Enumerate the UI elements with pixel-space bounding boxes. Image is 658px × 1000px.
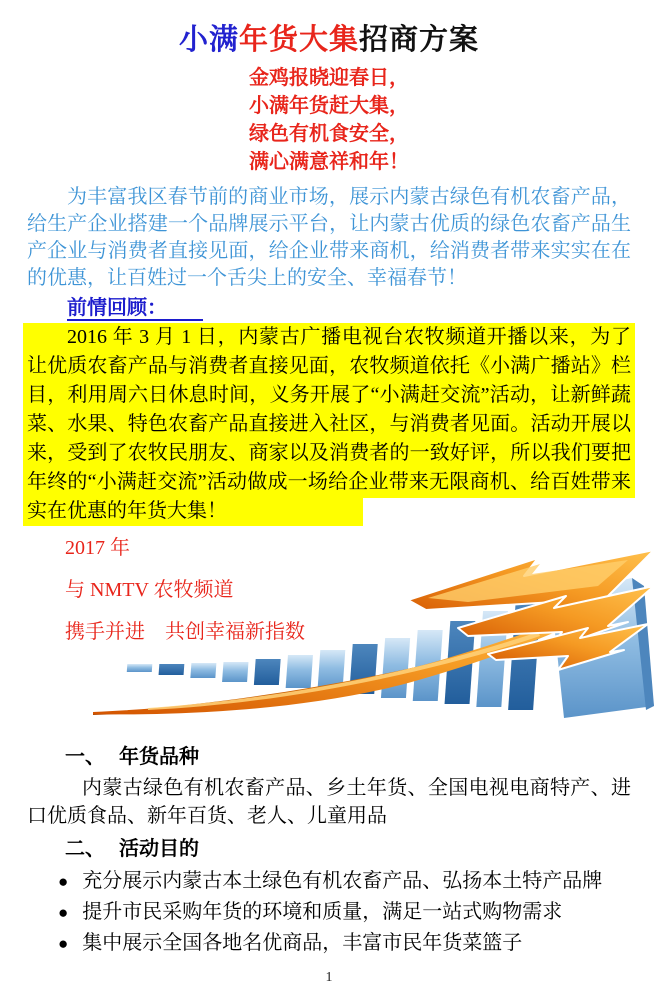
section-number: 二、 xyxy=(65,838,105,860)
slogan-and-chart-banner xyxy=(0,526,658,738)
section-title: 年货品种 xyxy=(119,746,199,768)
poem-block xyxy=(0,64,658,176)
section-1-body: 内蒙古绿色有机农畜产品、乡土年货、全国电视电商特产、进口优质食品、新年百货、老人、儿童用品 xyxy=(27,777,631,827)
poem-line: 满心满意祥和年！ xyxy=(249,151,409,173)
poem-line: 金鸡报晓迎春日， xyxy=(249,67,409,89)
title-part-blue: 小满 xyxy=(178,24,239,56)
recap-heading xyxy=(67,295,658,321)
poem-line: 小满年货赶大集， xyxy=(249,95,409,117)
recap-highlight-wrap xyxy=(23,323,635,526)
intro-paragraph: 为丰富我区春节前的商业市场，展示内蒙古绿色有机农畜产品，给生产企业搭建一个品牌展示平台，让内蒙古优质的绿色农畜产品生产企业与消费者直接见面，给企业带来商机，给消费者带来实实在在的优惠，让百姓过一个舌尖上的安全、幸福春节！ xyxy=(27,186,631,289)
page-title xyxy=(0,20,658,60)
section-heading-1 xyxy=(65,742,631,772)
bullet-text: 集中展示全国各地名优商品，丰富市民年货菜篮子 xyxy=(82,932,523,954)
bullet-icon: ● xyxy=(58,872,69,891)
growth-arrows-image xyxy=(88,540,658,732)
purpose-bullet-list xyxy=(58,866,631,959)
section-heading-2 xyxy=(65,834,631,864)
bullet-text: 提升市民采购年货的环境和质量，满足一站式购物需求 xyxy=(82,901,563,923)
bullet-icon: ● xyxy=(58,934,69,953)
recap-heading-text: 前情回顾： xyxy=(67,297,203,321)
bullet-item xyxy=(58,897,631,928)
title-part-black: 招商方案 xyxy=(359,24,480,56)
bullet-item xyxy=(58,928,631,959)
slogan-line: 与 NMTV 农牧频道 xyxy=(65,579,234,601)
bullet-icon: ● xyxy=(58,903,69,922)
slogan-line: 携手并进 共创幸福新指数 xyxy=(65,621,305,643)
section-number: 一、 xyxy=(65,746,105,768)
slogan-line: 2017 年 xyxy=(65,537,130,559)
highlight-end-mask xyxy=(363,498,635,526)
bullet-text: 充分展示内蒙古本土绿色有机农畜产品、弘扬本土特产品牌 xyxy=(82,870,603,892)
section-title: 活动目的 xyxy=(119,838,199,860)
bullet-item xyxy=(58,866,631,897)
recap-paragraph: 2016 年 3 月 1 日，内蒙古广播电视台农牧频道开播以来，为了让优质农畜产品与消费者直接见面，农牧频道依托《小满广播站》栏目，利用周六日休息时间，义务开展了“小满赶交流”活动，让新鲜蔬菜、水果、特色农畜产品直接进入社区，与消费者见面。活动开展以来，受到了农牧民朋友、商家以及消费者的一致好评，所以我们要把年终的“小满赶交流”活动做成一场给企业带来无限商机、给百姓带来实在优惠的年货大集！ xyxy=(23,323,635,526)
poem-line: 绿色有机食安全， xyxy=(249,123,409,145)
page-number: 1 xyxy=(325,970,333,985)
title-part-red: 年货大集 xyxy=(238,24,359,56)
